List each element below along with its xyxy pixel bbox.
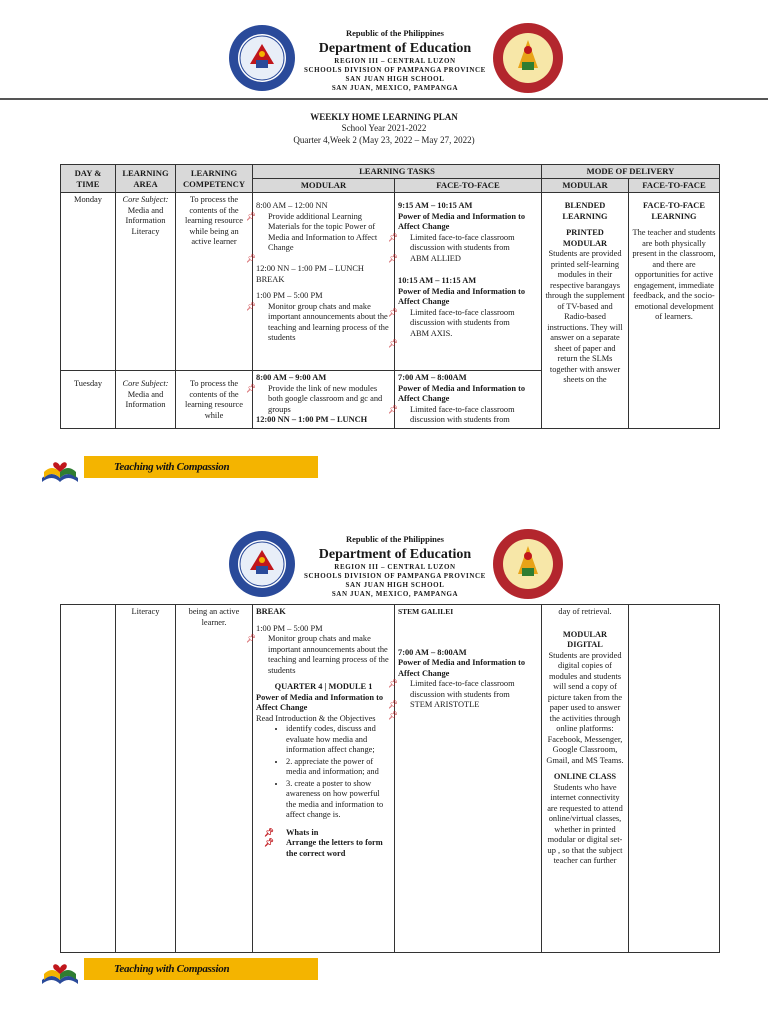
modular-digital-text: Students are provided digital copies of modules and students will send a copy of picture taken from the paper used to answer the activities through online platforms: Facebook, Messenger, Google Classroom, Gmail, and MS Teams. — [546, 650, 624, 765]
area-core-label: Core Subject: — [122, 195, 169, 204]
task-item: 📌︎ Limited face-to-face classroom discussion with students from — [388, 679, 515, 699]
pushpin-icon: 📌︎ — [388, 253, 399, 263]
footer — [40, 954, 330, 988]
pushpin-icon: 📌︎ — [388, 339, 399, 348]
division-label: SCHOOLS DIVISION OF PAMPANGA PROVINCE — [304, 66, 486, 74]
lunch-break: 12:00 NN – 1:00 PM – LUNCH — [256, 415, 368, 424]
school-label: SAN JUAN HIGH SCHOOL — [345, 75, 445, 83]
tuesday-f2f-tasks — [388, 371, 542, 429]
table-row-monday — [61, 193, 720, 371]
monday-f2f-tasks — [388, 193, 542, 371]
address-label: SAN JUAN, MEXICO, PAMPANGA — [331, 84, 459, 92]
task-item: 📌︎ Monitor group chats and make important announcements about the teaching and learning process of the students — [246, 634, 389, 675]
topic: Power of Media and Information to Affect Change — [398, 658, 526, 678]
region-label: REGION III – CENTRAL LUZON — [334, 57, 456, 65]
monday-modular-tasks — [246, 193, 395, 371]
tuesday-competency: To process the contents of the learning resource while — [176, 371, 253, 429]
pushpin-icon: 📌︎ — [388, 710, 399, 720]
header-divider — [0, 98, 768, 100]
monday-area — [116, 193, 176, 371]
area-subject: Media and Information Literacy — [125, 205, 166, 236]
school-logo-icon — [492, 528, 564, 600]
arrange-activity: 📌︎ Arrange the letters to form the correct word — [264, 838, 383, 858]
task-item: 📌︎ Limited face-to-face classroom discussion with students from — [388, 404, 515, 424]
pushpin-icon: 📌︎ — [388, 679, 399, 688]
pushpin-icon: 📌︎ — [388, 307, 399, 317]
time-slot: 1:00 PM – 5:00 PM — [256, 623, 323, 633]
monday-competency: To process the contents of the learning resource while being an active learner — [176, 193, 253, 371]
area-core-label: Core Subject: — [122, 379, 169, 388]
time-slot: 9:15 AM – 10:15 AM — [398, 201, 473, 210]
module-topic: Power of Media and Information to Affect Change — [256, 692, 384, 712]
pushpin-icon: 📌︎ — [246, 253, 257, 263]
division-label: SCHOOLS DIVISION OF PAMPANGA PROVINCE — [304, 572, 486, 580]
whats-in: 📌︎ Whats in — [264, 827, 319, 837]
republic-label: Republic of the Philippines — [345, 28, 444, 38]
address-label: SAN JUAN, MEXICO, PAMPANGA — [331, 590, 459, 598]
topic: Power of Media and Information to Affect Change — [398, 286, 526, 306]
task-item: ABM AXIS. — [410, 328, 453, 338]
task-item: 📌︎ Provide additional Learning Materials for the topic Power of Media and Information to Affect Change — [246, 211, 378, 252]
tuesday-area — [116, 371, 176, 429]
deped-seal-icon — [228, 24, 296, 92]
header-tasks-f2f: FACE-TO-FACE — [395, 179, 542, 193]
blended-learning-title: BLENDED LEARNING — [562, 201, 608, 221]
printed-modular-text: Students are provided printed self-learning modules in their respective barangays through the supplement of TV-based and Radio-based instructions. They will answer on a separate sheet of paper and return the SLMs together with answer sheets on the — [545, 249, 625, 384]
header-delivery-f2f: FACE-TO-FACE — [629, 179, 720, 193]
topic: Power of Media and Information to Affect Change — [398, 211, 526, 231]
quarter-week: Quarter 4,Week 2 (May 23, 2022 – May 27, 2022) — [293, 135, 475, 145]
header-tasks: LEARNING TASKS — [253, 165, 542, 179]
book-heart-logo-icon — [40, 452, 80, 486]
f2f-learning-title: FACE-TO-FACE LEARNING — [643, 201, 705, 221]
objective-item: • 2. appreciate the power of media and information; and — [286, 757, 391, 778]
task-item: 📌︎ Provide the link of new modules both google classroom and gc and groups — [246, 383, 383, 414]
objective-item: • 3. create a poster to show awareness on how powerful the media and information to affect change is. — [286, 779, 391, 821]
pushpin-icon: 📌︎ — [388, 404, 399, 414]
letterhead — [0, 528, 768, 604]
page-2 — [0, 500, 768, 1024]
deped-seal-icon — [228, 530, 296, 598]
tuesday-day-cont — [61, 605, 116, 953]
pushpin-icon: 📌︎ — [264, 838, 275, 847]
header-day: DAY & TIME — [61, 165, 116, 193]
online-class-text: Students who have internet connectivity are requested to attend online/virtual classes, whether in printed modular or digital set-up , so that the subject teacher can further — [547, 782, 623, 865]
delivery-modular-cont — [542, 605, 629, 953]
header-delivery-modular: MODULAR — [542, 179, 629, 193]
module-intro: Read Introduction & the Objectives — [256, 713, 376, 723]
tuesday-competency-cont: being an active learner. — [176, 605, 253, 953]
module-heading: QUARTER 4 | MODULE 1 — [274, 682, 373, 691]
department-title: Department of Education — [318, 547, 472, 562]
tuesday-modular-tasks — [246, 371, 395, 429]
task-item: 📌︎ Limited face-to-face classroom discussion with students from — [388, 232, 515, 252]
tuesday-area-cont: Literacy — [116, 605, 176, 953]
task-item: 📌︎ ABM ALLIED — [388, 253, 461, 263]
header-area: LEARNING AREA — [116, 165, 176, 193]
task-item: 📌︎ STEM ARISTOTLE — [388, 700, 480, 709]
table-row-tuesday-continued — [61, 605, 720, 953]
pushpin-icon: 📌︎ — [388, 232, 399, 242]
time-slot: 1:00 PM – 5:00 PM — [256, 291, 323, 300]
time-slot: 7:00 AM – 8:00AM — [398, 373, 467, 382]
time-slot: 7:00 AM – 8:00AM — [398, 647, 467, 657]
modular-digital-title: MODULAR DIGITAL — [562, 629, 608, 649]
printed-modular-title: PRINTED MODULAR — [562, 228, 608, 248]
book-heart-logo-icon — [40, 954, 80, 988]
topic: Power of Media and Information to Affect Change — [398, 383, 526, 403]
objective-item: • identify codes, discuss and evaluate how media and information affect change; — [286, 724, 391, 756]
retrieval-text: day of retrieval. — [558, 607, 612, 616]
lunch-break: BREAK — [256, 607, 286, 616]
time-slot: 8:00 AM – 9:00 AM — [256, 373, 327, 382]
objectives-list — [256, 724, 391, 821]
f2f-learning-text: The teacher and students are both physically present in the classroom, and there are opportunities for active engagement, immediate feedback, and the socio-emotional development of learners. — [632, 228, 716, 321]
school-label: SAN JUAN HIGH SCHOOL — [345, 581, 445, 589]
delivery-f2f — [629, 193, 720, 429]
header-delivery: MODE OF DELIVERY — [542, 165, 720, 179]
monday-day: Monday — [61, 193, 116, 371]
page-1 — [0, 0, 768, 500]
footer — [40, 452, 330, 486]
delivery-modular — [542, 193, 629, 429]
learning-plan-table — [60, 164, 720, 429]
header-tasks-modular: MODULAR — [253, 179, 395, 193]
tuesday-f2f-tasks-cont — [388, 605, 542, 953]
pushpin-icon: 📌︎ — [264, 827, 275, 837]
task-item-empty — [388, 710, 538, 722]
online-class-title: ONLINE CLASS — [553, 772, 617, 781]
pushpin-icon: 📌︎ — [246, 383, 257, 393]
f2f-group: STEM GALILEI — [398, 607, 454, 616]
area-subject: Media and Information — [125, 389, 166, 409]
school-year: School Year 2021-2022 — [341, 123, 427, 133]
plan-title-block — [0, 112, 768, 146]
region-label: REGION III – CENTRAL LUZON — [334, 563, 456, 571]
footer-slogan: Teaching with Compassion — [84, 456, 318, 478]
footer-slogan: Teaching with Compassion — [84, 958, 318, 980]
task-item-empty — [246, 253, 391, 265]
task-item: 📌︎ Limited face-to-face classroom discussion with students from — [388, 307, 515, 327]
header-competency: LEARNING COMPETENCY — [176, 165, 253, 193]
time-slot: 8:00 AM – 12:00 NN — [256, 201, 328, 210]
pushpin-icon: 📌︎ — [246, 211, 257, 221]
task-item-empty — [388, 339, 538, 350]
pushpin-icon: 📌︎ — [246, 301, 257, 311]
plan-title: WEEKLY HOME LEARNING PLAN — [310, 112, 458, 122]
learning-plan-table-continued — [60, 604, 720, 953]
pushpin-icon: 📌︎ — [246, 634, 257, 643]
lunch-break: 12:00 NN – 1:00 PM – LUNCH BREAK — [256, 264, 364, 284]
time-slot: 10:15 AM – 11:15 AM — [398, 276, 477, 285]
department-title: Department of Education — [318, 41, 472, 56]
letterhead — [0, 22, 768, 98]
pushpin-icon: 📌︎ — [388, 700, 399, 709]
delivery-f2f-cont — [629, 605, 720, 953]
republic-label: Republic of the Philippines — [345, 534, 444, 544]
tuesday-modular-tasks-cont — [246, 605, 395, 953]
task-item: 📌︎ Monitor group chats and make important announcements about the teaching and learning process of the students — [246, 301, 389, 342]
school-logo-icon — [492, 22, 564, 94]
tuesday-day: Tuesday — [61, 371, 116, 429]
